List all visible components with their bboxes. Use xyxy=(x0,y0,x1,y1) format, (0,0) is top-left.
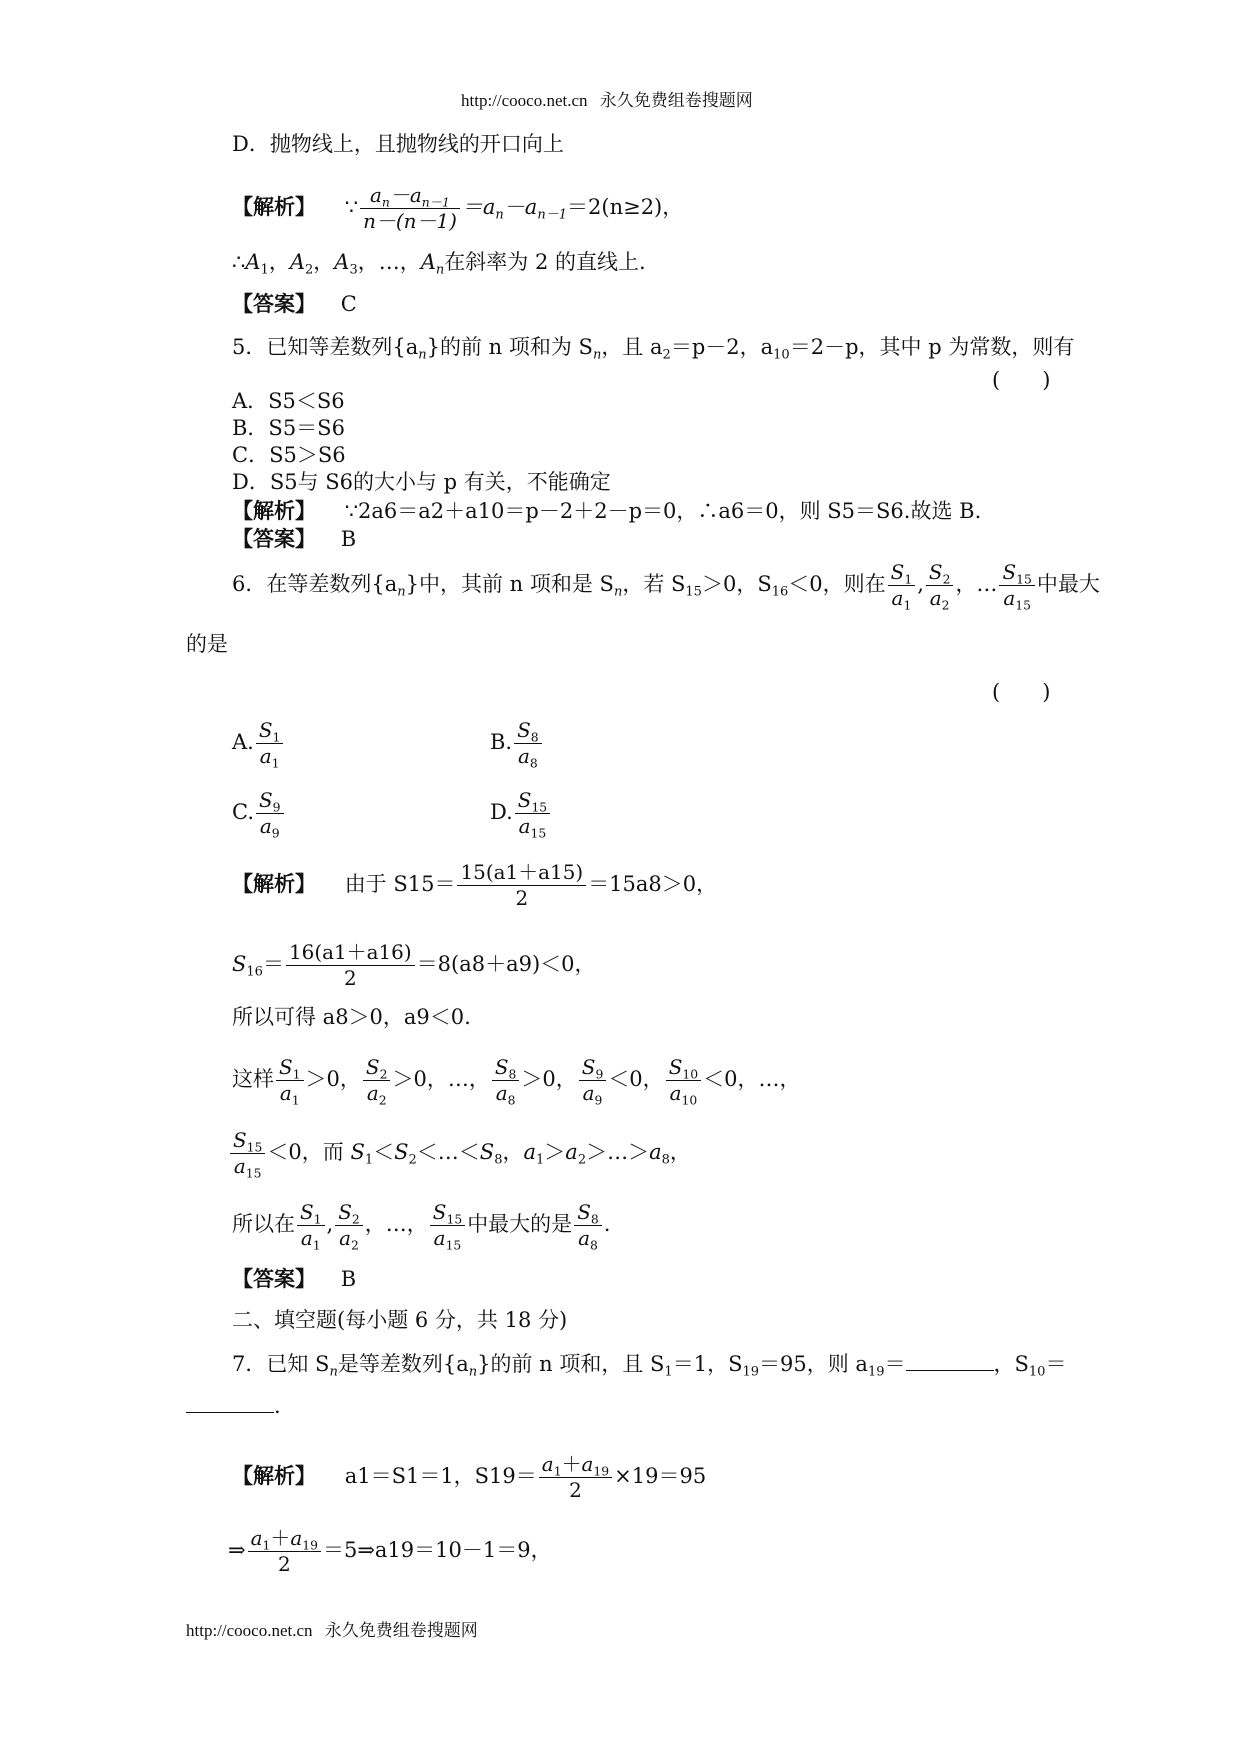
q6-analysis-6: 所以在 $\frac{S_1}{a_1}$ , $\frac{S_2}{a_2}$ ，…， $\frac{S_{15}}{a_{15}}$ 中最大的是 $\frac{S_8}{a_8}$ . xyxy=(232,1200,611,1253)
q6-option-c: C. $\frac{S_9}{a_9}$ xyxy=(232,788,286,839)
q6-answer: 【答案】 B xyxy=(232,1266,357,1291)
q6-option-b: B. $\frac{S_8}{a_8}$ xyxy=(490,718,544,769)
q6-analysis-2: $S_{16}=$ $\frac{16(a1+a16)}{2}$ ＝8(a8＋a9)＜0， xyxy=(232,940,596,990)
q6-stem-cont: 的是 xyxy=(186,632,228,656)
q7-blank-2[interactable] xyxy=(186,1394,274,1413)
analysis-label: 【解析】 xyxy=(232,193,316,219)
q6-analysis-5: $\frac{S_{15}}{a_{15}}$ ＜0，而 $S_1<S_2<\dots<S_8$，$a_1>a_2>\dots>a_8$， xyxy=(228,1128,691,1179)
q4-conclusion: $\therefore A_1$，$A_2$，$A_3$，…，$A_n$在斜率为 2 的直线上. xyxy=(232,250,646,278)
footer-url: http://cooco.net.cn xyxy=(186,1621,313,1640)
q5-answer-paren: ( ) xyxy=(992,368,1051,392)
q5-stem: 5．已知等差数列$\{a_n\}$的前 n 项和为 $S_n$，且 $a_2=p-2$，$a_{10}=2-p$，其中 p 为常数，则有 xyxy=(232,335,1075,363)
q4-analysis: 【解析】 ∵ $\frac{a_n-a_{n-1}}{n-(n-1)}$ $=a_n-a_{n-1}=2(n\ge 2)$， xyxy=(232,183,684,233)
header-site: 永久免费组卷搜题网 xyxy=(599,91,753,110)
q5-analysis: 【解析】 ∵2a6＝a2＋a10＝p－2＋2－p＝0，∴a6＝0，则 S5＝S6.故选 B. xyxy=(232,498,982,523)
section-title: 二、填空题(每小题 6 分，共 18 分) xyxy=(232,1308,568,1332)
q5-answer-value: B xyxy=(340,527,357,551)
q5-option-b: B．S5＝S6 xyxy=(232,416,345,440)
q7-analysis-2: ⇒ $\frac{a_1+a_{19}}{2}$ ＝5⇒a19＝10－1＝9， xyxy=(228,1526,552,1576)
q6-analysis-1: 【解析】 由于 S15＝ $\frac{15(a1+a15)}{2}$ ＝15a8＞0， xyxy=(232,860,718,910)
q5-analysis-text: ∵2a6＝a2＋a10＝p－2＋2－p＝0，∴a6＝0，则 S5＝S6.故选 B. xyxy=(344,499,982,523)
page-header xyxy=(461,92,753,109)
q6-option-a: A. $\frac{S_1}{a_1}$ xyxy=(232,718,285,769)
q7-analysis: 【解析】 a1＝S1＝1，S19＝ $\frac{a_1+a_{19}}{2}$ ×19＝95 xyxy=(232,1452,707,1502)
q5-answer: 【答案】 B xyxy=(232,526,357,551)
footer-site: 永久免费组卷搜题网 xyxy=(324,1621,478,1640)
q4-answer-value: C xyxy=(340,292,357,316)
q5-option-d: D．S5与 S6的大小与 p 有关，不能确定 xyxy=(232,470,611,494)
q4-fraction: $\frac{a_n-a_{n-1}}{n-(n-1)}$ xyxy=(360,183,460,234)
q6-analysis-3: 所以可得 a8＞0，a9＜0. xyxy=(232,1005,471,1029)
page-footer xyxy=(186,1622,478,1639)
q7-stem: 7．已知 $S_n$是等差数列$\{a_n\}$的前 n 项和，且 $S_1=1$，$S_{19}=95$，则 $a_{19}=$ ，$S_{10}=$ xyxy=(232,1352,1067,1380)
q7-stem-cont: . xyxy=(186,1394,281,1417)
header-url: http://cooco.net.cn xyxy=(461,91,588,110)
q7-blank-1[interactable] xyxy=(906,1352,994,1371)
q6-stem: 6．在等差数列$\{a_n\}$中，其前 n 项和是 $S_n$，若 $S_{15}>0$，$S_{16}<0$，则在 $\frac{S_1}{a_1}$ , $\frac{S_2}{a_2}$ ，… $\frac{S_{15}}{a_{15}}$ 中最大 xyxy=(232,560,1100,613)
q4-conclusion-tail: 在斜率为 2 的直线上. xyxy=(444,250,646,274)
q4-analysis-tail: ＝2(n≥2)， xyxy=(567,194,684,219)
q5-option-c: C．S5＞S6 xyxy=(232,443,346,467)
q6-answer-value: B xyxy=(340,1267,357,1291)
q6-answer-paren: ( ) xyxy=(992,680,1051,704)
q6-option-d: D. $\frac{S_{15}}{a_{15}}$ xyxy=(490,788,552,839)
q5-option-a: A．S5＜S6 xyxy=(232,389,345,413)
q4-option-d: D．抛物线上，且抛物线的开口向上 xyxy=(232,132,564,156)
q4-answer xyxy=(232,293,357,315)
q6-analysis-4: 这样 $\frac{S_1}{a_1}$ ＞0， $\frac{S_2}{a_2}$ ＞0，…， $\frac{S_8}{a_8}$ ＞0， $\frac{S_9}{a_9}$ ＜0， $\frac{S_{10}}{a_{10}}$ ＜0，…， xyxy=(232,1055,801,1108)
answer-label: 【答案】 xyxy=(232,291,316,316)
